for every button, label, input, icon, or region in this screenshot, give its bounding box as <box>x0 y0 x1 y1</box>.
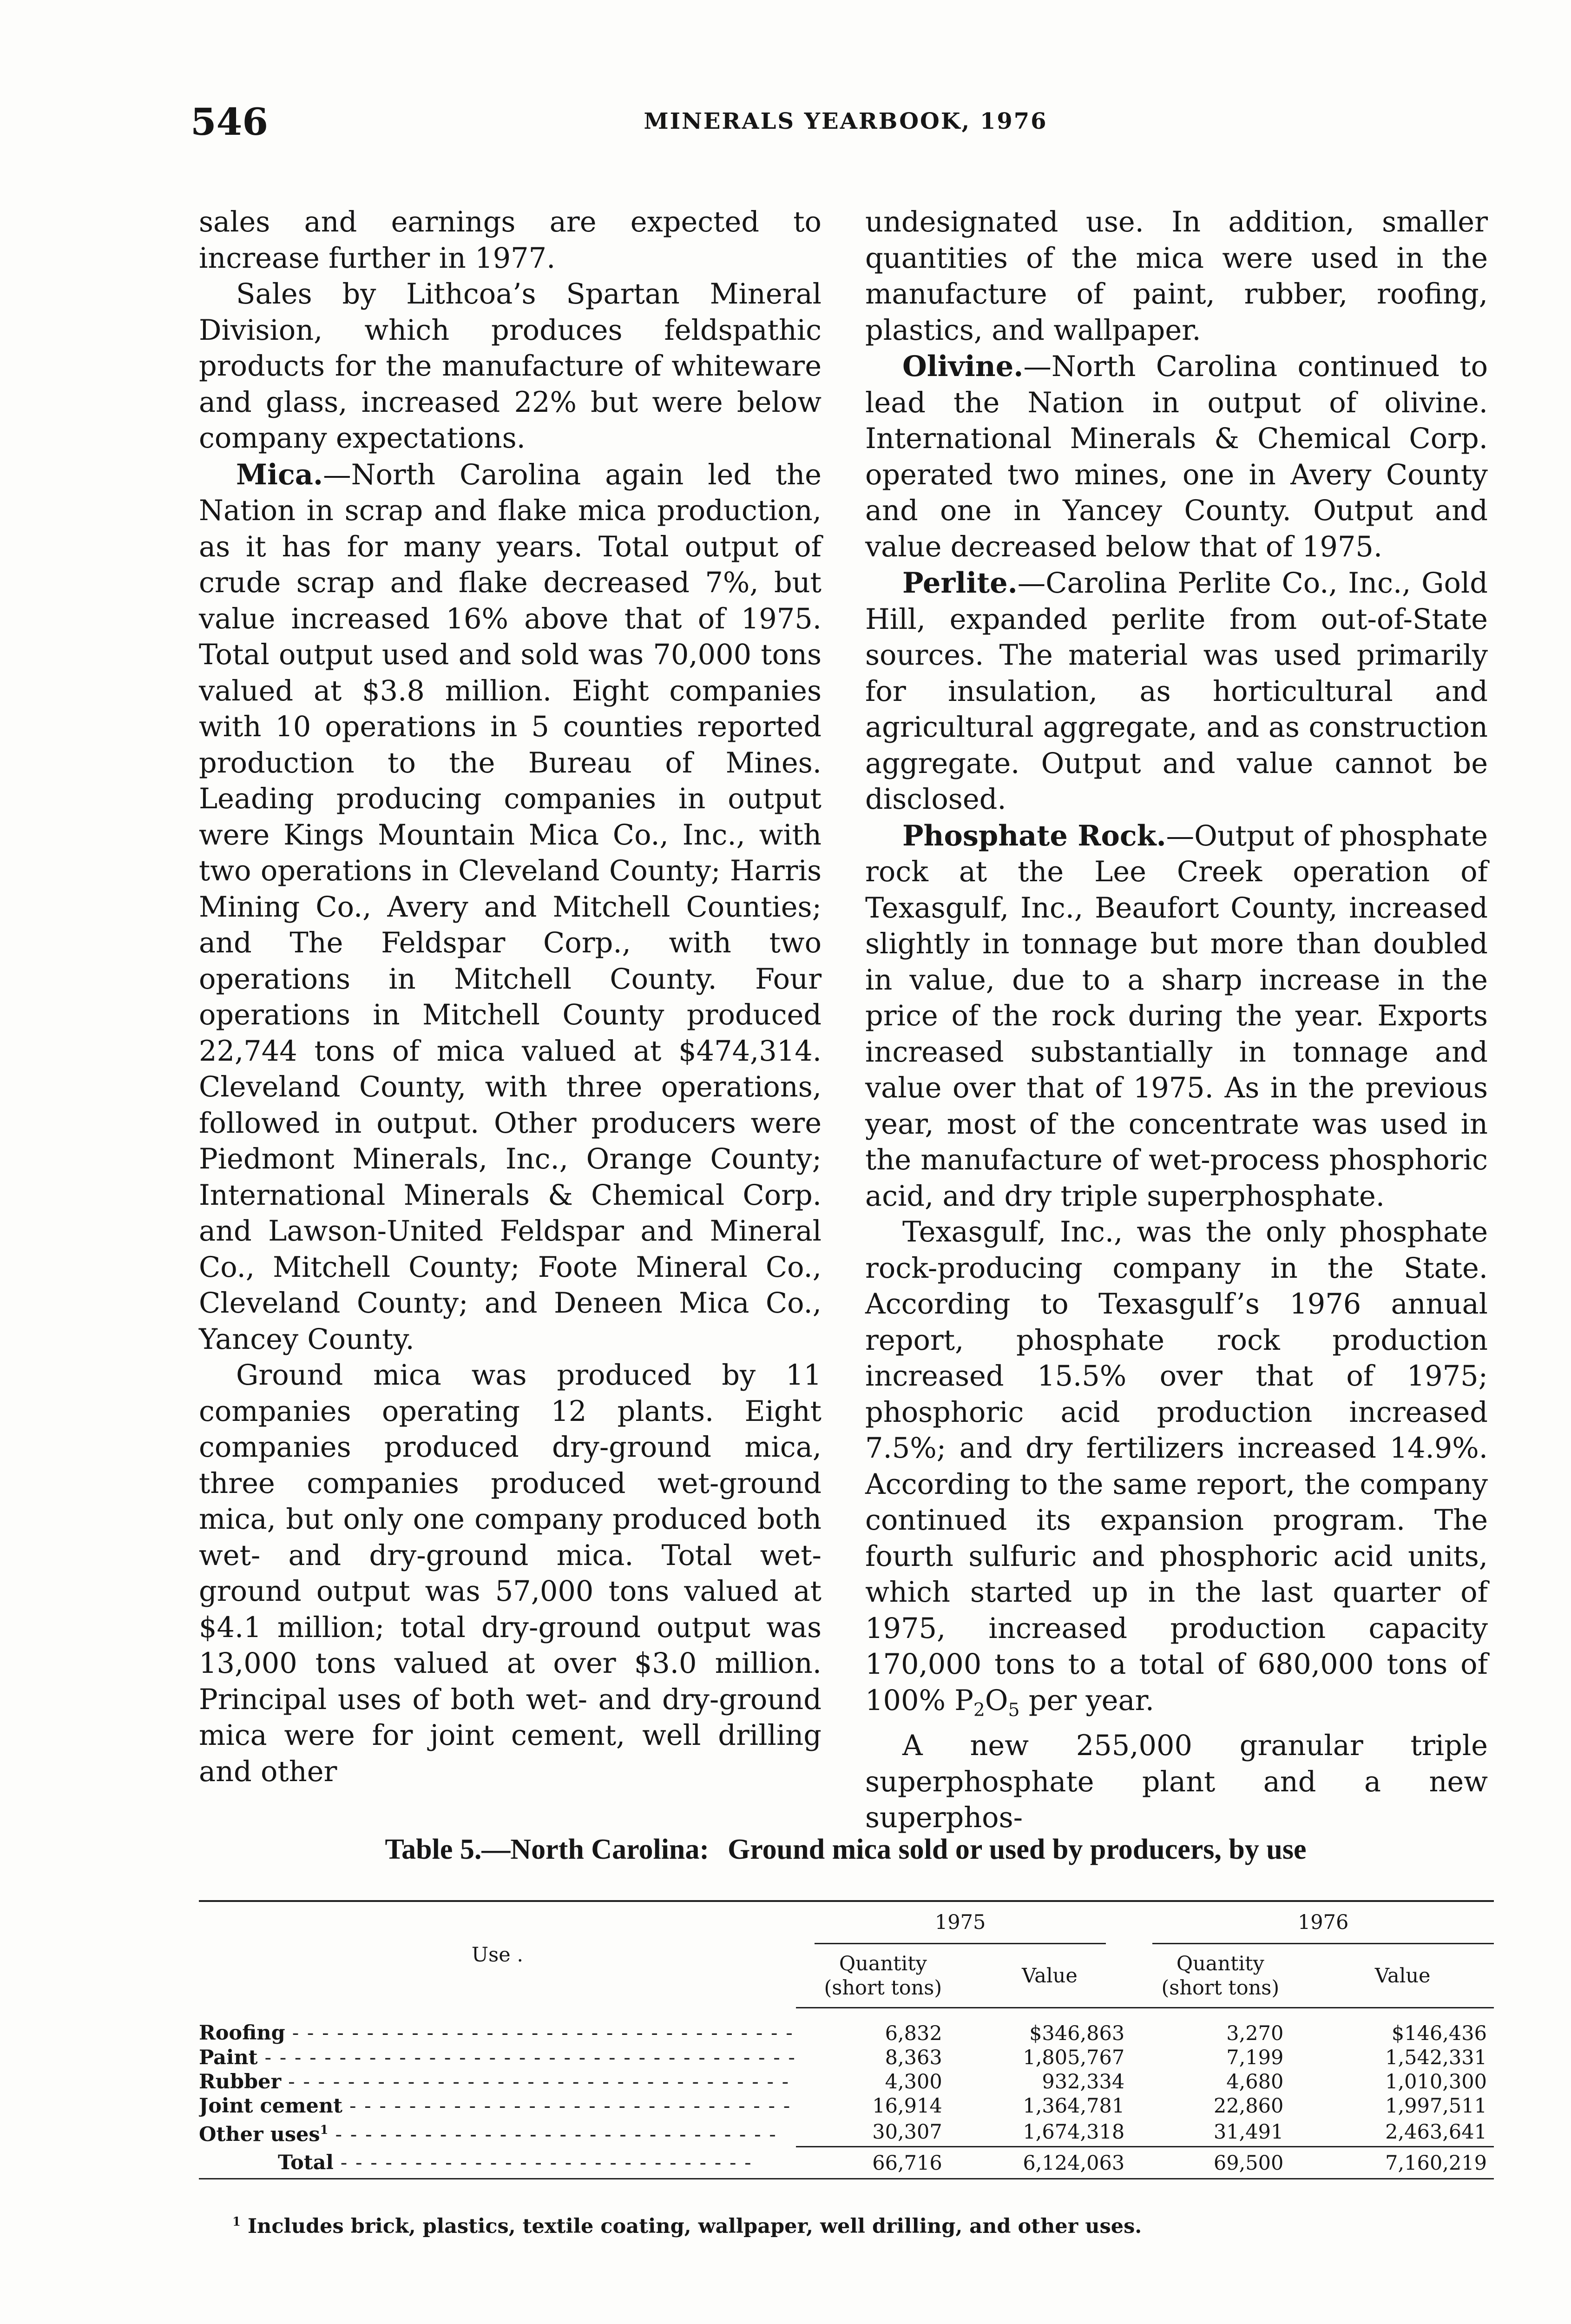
left-column <box>199 205 822 1790</box>
paragraph-perlite <box>865 565 1488 818</box>
year-header-1976: 1976 <box>1129 1901 1494 1944</box>
use-column-header: Use . <box>199 1901 796 2008</box>
table-row: Joint cement - - - - - - - - - - - - - - - - - - - - - - - - - - - - - - 16,914 1,364,781 22,860 1,997,511 <box>199 2094 1487 2118</box>
table-footnote: $^1$ Includes brick, plastics, textile coating, wallpaper, well drilling, and other uses. <box>232 2215 1142 2238</box>
section-head-olivine: Olivine. <box>902 350 1024 383</box>
year-header-1975: 1975 <box>796 1901 1129 1944</box>
table-row: Other uses$^1$ - - - - - - - - - - - - - - - - - - - - - - - - - - - - - - 30,307 1,674,318 31,491 2,463,641 <box>199 2120 1487 2146</box>
section-head-mica: Mica. <box>236 458 323 491</box>
running-head: MINERALS YEARBOOK, 1976 <box>644 108 1048 134</box>
paragraph: sales and earnings are expected to increase further in 1977. <box>199 206 822 275</box>
paragraph: Texasgulf, Inc., was the only phosphate rock-producing company in the State. According to Texasgulf’s 1976 annual report, phosphate rock production increased 15.5% over that of 1975; phosphoric acid production increased 7.5%; and dry fertilizers increased 14.9%. According to the same report, the company continued its expansion program. The fourth sulfuric and phosphoric acid units, which started up in the last quarter of 1975, increased production capacity 170,000 tons to a total of 680,000 tons of 100% $P_2O_5$ per year. <box>865 1216 1488 1721</box>
paragraph-mica <box>199 457 822 1358</box>
table-title <box>191 1833 1501 1866</box>
paragraph-text: —Carolina Perlite Co., Inc., Gold Hill, expanded perlite from out-of-State sources. The material was used primarily for insulation, as horticultural and agricultural aggregate, and as construction aggregate. Output and value cannot be disclosed. <box>865 567 1488 816</box>
paragraph: Ground mica was produced by 11 companies operating 12 plants. Eight companies produced dry-ground mica, three companies produced wet-ground mica, but only one company produced both wet- and dry-ground mica. Total wet-ground output was 57,000 tons valued at $4.1 million; total dry-ground output was 13,000 tons valued at over $3.0 million. Principal uses of both wet- and dry-ground mica were for joint cement, well drilling and other <box>199 1359 822 1788</box>
paragraph-olivine <box>865 349 1488 565</box>
paragraph: undesignated use. In addition, smaller quantities of the mica were used in the manufacture of paint, rubber, roofing, plastics, and wallpaper. <box>865 206 1488 347</box>
section-head-phosphate-rock: Phosphate Rock. <box>902 819 1166 852</box>
quantity-header: Quantity (short tons) <box>796 1944 970 2008</box>
table-caption: Ground mica sold or used by producers, by use <box>728 1834 1307 1865</box>
paragraph-text: —Output of phosphate rock at the Lee Creek operation of Texasgulf, Inc., Beaufort County, increased slightly in tonnage but more than doubled in value, due to a sharp increase in the price of the rock during the year. Exports increased substantially in tonnage and value over that of 1975. As in the previous year, most of the concentrate was used in the manufacture of wet-process phosphoric acid, and dry triple superphosphate. <box>865 819 1488 1213</box>
mica-use-table <box>199 1900 1494 2179</box>
right-column <box>865 205 1488 1836</box>
page-number: 546 <box>191 100 268 144</box>
value-header: Value <box>1311 1944 1494 2008</box>
page-header <box>191 100 1501 151</box>
table-row: Roofing - - - - - - - - - - - - - - - - - - - - - - - - - - - - - - - - - - 6,832 $346,863 3,270 $146,436 <box>199 2021 1487 2045</box>
paragraph-phosphate <box>865 818 1488 1215</box>
table-row: Rubber - - - - - - - - - - - - - - - - - - - - - - - - - - - - - - - - - - 4,300 932,334 4,680 1,010,300 <box>199 2070 1487 2093</box>
section-head-perlite: Perlite. <box>902 567 1018 600</box>
value-header: Value <box>970 1944 1130 2008</box>
table-total-row: Total - - - - - - - - - - - - - - - - - - - - - - - - - - - - 66,716 6,124,063 69,500 7,160,219 <box>199 2146 1494 2179</box>
paragraph-text: —North Carolina continued to lead the Nation in output of olivine. International Minerals & Chemical Corp. operated two mines, one in Avery County and one in Yancey County. Output and value decreased below that of 1975. <box>865 350 1488 563</box>
table-number: Table 5.—North Carolina: <box>385 1834 710 1865</box>
quantity-header: Quantity (short tons) <box>1129 1944 1311 2008</box>
paragraph-text: —North Carolina again led the Nation in scrap and flake mica production, as it has for many years. Total output of crude scrap and flake decreased 7%, but value increased 16% above that of 1975. Total output used and sold was 70,000 tons valued at $3.8 million. Eight companies with 10 operations in 5 counties reported production to the Bureau of Mines. Leading producing companies in output were Kings Mountain Mica Co., Inc., with two operations in Cleveland County; Harris Mining Co., Avery and Mitchell Counties; and The Feldspar Corp., with two operations in Mitchell County. Four operations in Mitchell County produced 22,744 tons of mica valued at $474,314. Cleveland County, with three operations, followed in output. Other producers were Piedmont Minerals, Inc., Orange County; International Minerals & Chemical Corp. and Lawson-United Feldspar and Mineral Co., Mitchell County; Foote Mineral Co., Cleveland County; and Deneen Mica Co., Yancey County. <box>199 458 822 1356</box>
table-row: Paint - - - - - - - - - - - - - - - - - - - - - - - - - - - - - - - - - - - - 8,363 1,805,767 7,199 1,542,331 <box>199 2046 1487 2069</box>
paragraph: Sales by Lithcoa’s Spartan Mineral Division, which produces feldspathic products for the manufacture of whiteware and glass, increased 22% but were below company expectations. <box>199 278 822 455</box>
paragraph: A new 255,000 granular triple superphosphate plant and a new superphos- <box>865 1730 1488 1835</box>
